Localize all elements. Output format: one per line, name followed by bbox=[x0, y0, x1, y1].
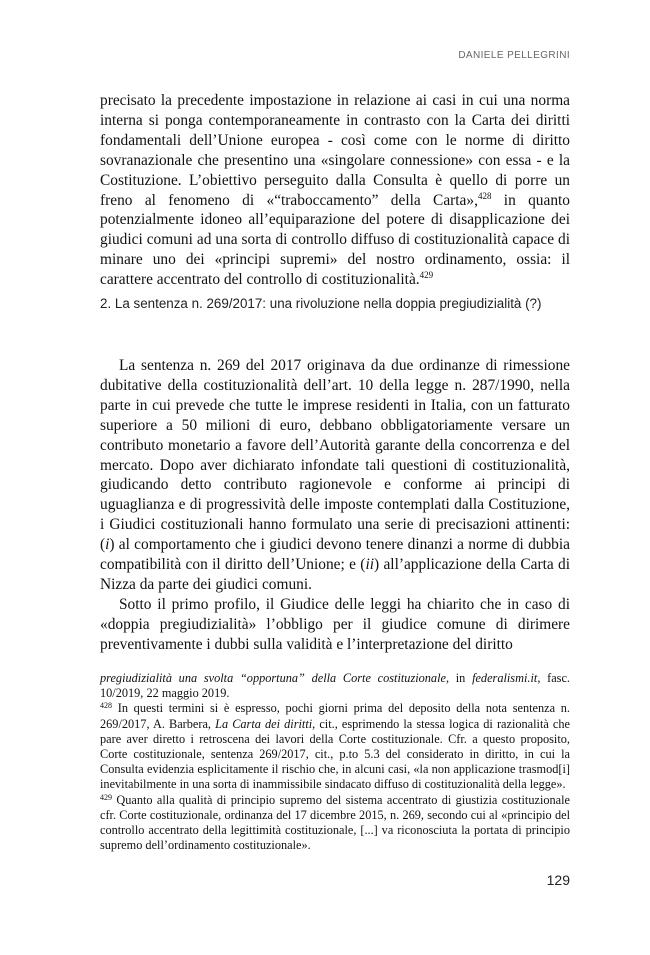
footnote-text: , in bbox=[445, 671, 473, 685]
page-number: 129 bbox=[546, 872, 570, 888]
running-head: DANIELE PELLEGRINI bbox=[458, 50, 570, 61]
italic-marker: i bbox=[105, 536, 110, 554]
paragraph-text: in quanto potenzialmente idoneo all’equiparazione del potere di disapplicazione dei giudici comuni ad una sorta di controllo diffuso di costituzionalità capace di minare uno dei «principi supremi» del nostro ordinamento, ossia: il carattere accentrato del controllo di costituzionalità. bbox=[100, 191, 571, 289]
footnote-italic: federalismi.it bbox=[472, 671, 538, 685]
footnote-ref-429[interactable]: 429 bbox=[419, 270, 434, 281]
italic-marker: ii bbox=[365, 556, 374, 574]
paragraph-text: precisato la precedente impostazione in relazione ai casi in cui una norma interna si ponga contemporaneamente in contrasto con la Carta dei diritti fondamentali dell’Unione europea - così come con le norme di diritto sovranazionale che presentino una «singolare connessione» con essa - e la Costituzione. L’obiettivo perseguito dalla Consulta è quello di porre un freno al fenomeno di «“traboccamento” della Carta», bbox=[100, 92, 570, 209]
footnote-number: 429 bbox=[100, 792, 112, 802]
body-paragraph-1 bbox=[100, 91, 570, 290]
footnote-text: , cit., esprimendo la stessa logica di razionalità che pare aver diretto i retroscena dei lavori della Corte costituzionale. Cfr. a questo proposito, Corte costituzionale, sentenza 269/2017, cit., p.to 5.3 del considerato in diritto, in cui la Consulta evidenzia esplicitamente il rischio che, in alcuni casi, «la non applicazione trasmod[i] inevitabilmente in una sorta di inammissibile sindacato diffuso di costituzionalità della legge». bbox=[100, 716, 570, 792]
body-paragraph-3: Sotto il primo profilo, il Giudice delle leggi ha chiarito che in caso di «doppia pregiudizialità» l’obbligo per il giudice comune di dirimere preventivamente i dubbi sulla validità e l’interpretazione del diritto bbox=[100, 595, 570, 653]
body-paragraph-2 bbox=[100, 356, 570, 655]
footnote-428 bbox=[100, 701, 570, 792]
section-heading: 2. La sentenza n. 269/2017: una rivoluzione nella doppia pregiudizialità (?) bbox=[100, 296, 542, 311]
footnote-ref-428[interactable]: 428 bbox=[477, 190, 492, 201]
footnotes bbox=[100, 671, 570, 853]
footnote-italic: La Carta dei diritti bbox=[215, 716, 313, 731]
footnote-text: , fasc. 10/2019, 22 maggio 2019. bbox=[100, 671, 570, 701]
footnote-continuation bbox=[100, 671, 570, 701]
footnote-429 bbox=[100, 793, 570, 854]
paragraph-text: ) al comportamento che i giudici devono tenere dinanzi a norme di dubbia compatibilità con il diritto dell’Unione; e ( bbox=[100, 536, 570, 574]
footnote-text: In questi termini si è espresso, pochi giorni prima del deposito della nota sentenza n. 269/2017, A. Barbera, bbox=[100, 701, 570, 731]
paragraph-text: La sentenza n. 269 del 2017 originava da due ordinanze di rimessione dubitative della costituzionalità dell’art. 10 della legge n. 287/1990, nella parte in cui prevede che tutte le imprese residenti in Italia, con un fatturato superiore a 50 milioni di euro, debbano obbligatoriamente versare un contributo monetario a favore dell’Autorità garante della concorrenza e del mercato. Dopo aver dichiarato infondate tali questioni di costituzionalità, giudicando detto contributo ragionevole e conforme ai principi di uguaglianza e di progressività delle imposte contemplati dalla Costituzione, i Giudici costituzionali hanno formulato una serie di precisazioni attinenti: ( bbox=[100, 357, 570, 554]
footnote-text: Quanto alla qualità di principio supremo del sistema accentrato di giustizia costituzionale cfr. Corte costituzionale, ordinanza del 17 dicembre 2015, n. 269, secondo cui al «principio del controllo accentrato della legittimità costituzionale, [...] va riconosciuta la portata di principio supremo dell’ordinamento costituzionale». bbox=[100, 792, 570, 853]
footnote-italic: pregiudizialità una svolta “opportuna” della Corte costituzionale bbox=[100, 671, 446, 685]
footnote-number: 428 bbox=[100, 701, 112, 711]
paragraph-text: ) all’applicazione della Carta di Nizza da parte dei giudici comuni. bbox=[100, 556, 570, 593]
